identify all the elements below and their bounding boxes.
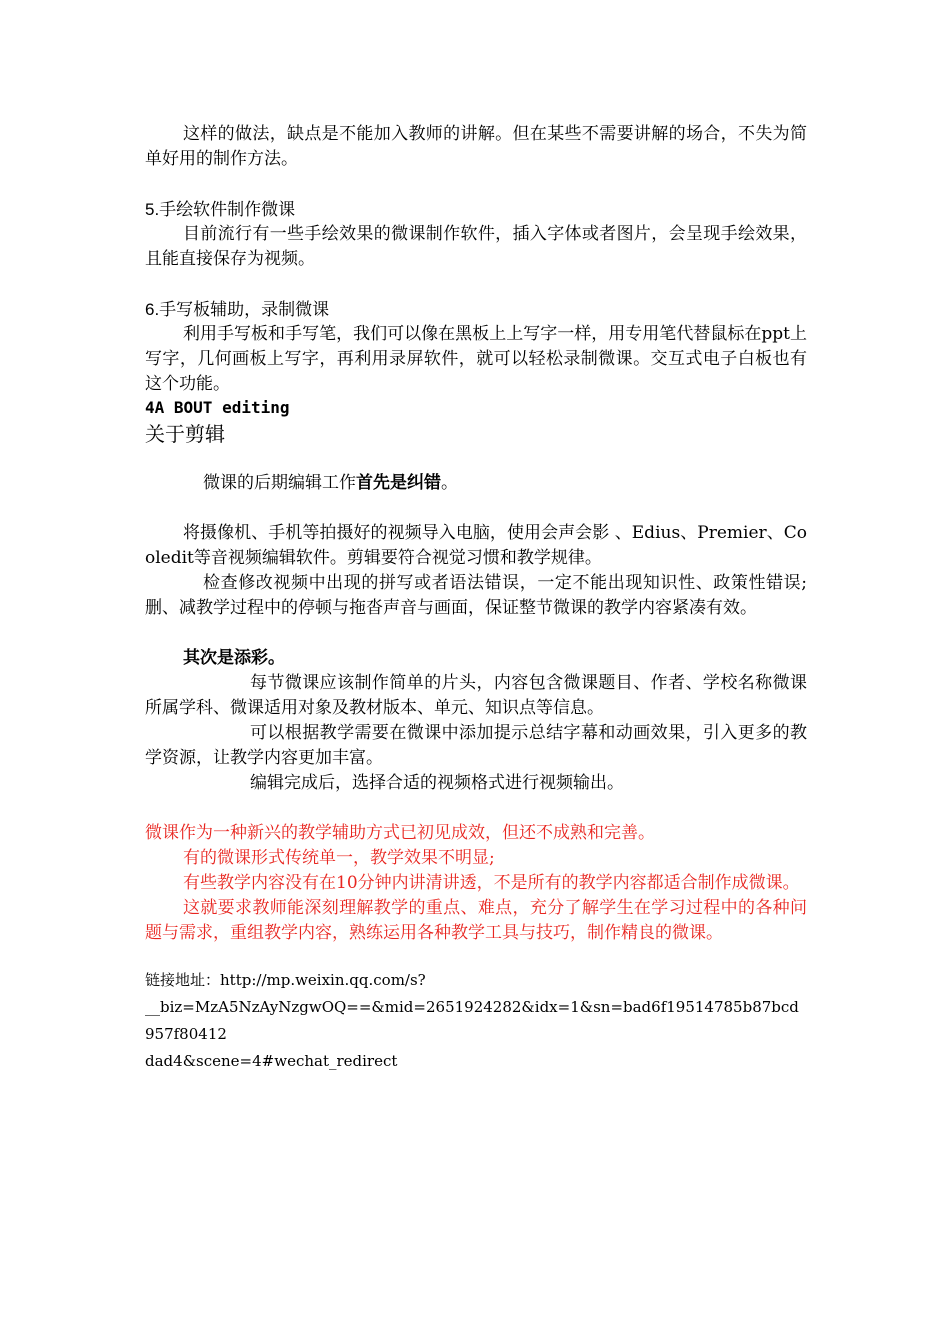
link-url-part-2[interactable]: __biz=MzA5NzAyNzgwOQ==&mid=2651924282&idx=1&sn=bad6f19514785b87bcd957f80412 xyxy=(145,998,799,1043)
section-title-english: 4A BOUT editing xyxy=(145,398,290,417)
edit-intro-suffix: 。 xyxy=(441,473,458,493)
paragraph-edit-intro xyxy=(145,471,807,496)
paragraph-hand-drawn: 目前流行有一些手绘效果的微课制作软件，插入字体或者图片，会呈现手绘效果，且能直接保存为视频。 xyxy=(145,224,807,269)
paragraph-add-effects: 可以根据教学需要在微课中添加提示总结字幕和动画效果，引入更多的教学资源，让教学内容更加丰富。 xyxy=(145,723,807,768)
link-label: 链接地址： xyxy=(145,971,221,989)
red-paragraph-form: 有的微课形式传统单一，教学效果不明显; xyxy=(183,848,495,868)
red-paragraph-content: 有些教学内容没有在10分钟内讲清讲透，不是所有的教学内容都适合制作成微课。 xyxy=(183,873,800,893)
section-title-chinese: 关于剪辑 xyxy=(145,422,225,446)
heading-tablet-recording: 6.手写板辅助，录制微课 xyxy=(145,300,330,319)
paragraph-export: 编辑完成后，选择合适的视频格式进行视频输出。 xyxy=(250,773,624,793)
paragraph-drawback: 这样的做法，缺点是不能加入教师的讲解。但在某些不需要讲解的场合，不失为简单好用的制作方法。 xyxy=(145,124,807,169)
spacer xyxy=(145,621,807,646)
link-line-1 xyxy=(145,967,807,994)
red-paragraph-requirement: 这就要求教师能深刻理解教学的重点、难点，充分了解学生在学习过程中的各种问题与需求，重组教学内容，熟练运用各种教学工具与技巧，制作精良的微课。 xyxy=(145,898,807,943)
document-page xyxy=(145,122,807,1075)
spacer xyxy=(145,172,807,197)
spacer xyxy=(145,796,807,821)
spacer xyxy=(145,449,807,471)
edit-intro-text: 微课的后期编辑工作 xyxy=(203,473,356,493)
paragraph-import-video: 将摄像机、手机等拍摄好的视频导入电脑，使用会声会影 、Edius、Premier、Cooledit等音视频编辑软件。剪辑要符合视觉习惯和教学规律。 xyxy=(145,523,807,568)
edit-intro-bold: 首先是纠错 xyxy=(356,473,441,493)
heading-add-color: 其次是添彩。 xyxy=(183,648,285,668)
paragraph-tablet: 利用手写板和手写笔，我们可以像在黑板上上写字一样，用专用笔代替鼠标在ppt上写字，几何画板上写字，再利用录屏软件，就可以轻松录制微课。交互式电子白板也有这个功能。 xyxy=(145,324,807,394)
paragraph-title-sequence: 每节微课应该制作简单的片头，内容包含微课题目、作者、学校名称微课所属学科、微课适用对象及教材版本、单元、知识点等信息。 xyxy=(145,673,807,718)
spacer xyxy=(145,946,807,967)
paragraph-check-errors: 检查修改视频中出现的拼写或者语法错误，一定不能出现知识性、政策性错误;删、减教学过程中的停顿与拖沓声音与画面，保证整节微课的教学内容紧凑有效。 xyxy=(145,573,807,618)
link-url-part-1[interactable]: http://mp.weixin.qq.com/s? xyxy=(220,971,426,989)
heading-hand-drawn-software: 5.手绘软件制作微课 xyxy=(145,200,296,219)
red-paragraph-summary: 微课作为一种新兴的教学辅助方式已初见成效，但还不成熟和完善。 xyxy=(145,823,655,843)
spacer xyxy=(145,272,807,297)
spacer xyxy=(145,496,807,521)
link-url-part-3[interactable]: dad4&scene=4#wechat_redirect xyxy=(145,1052,398,1070)
